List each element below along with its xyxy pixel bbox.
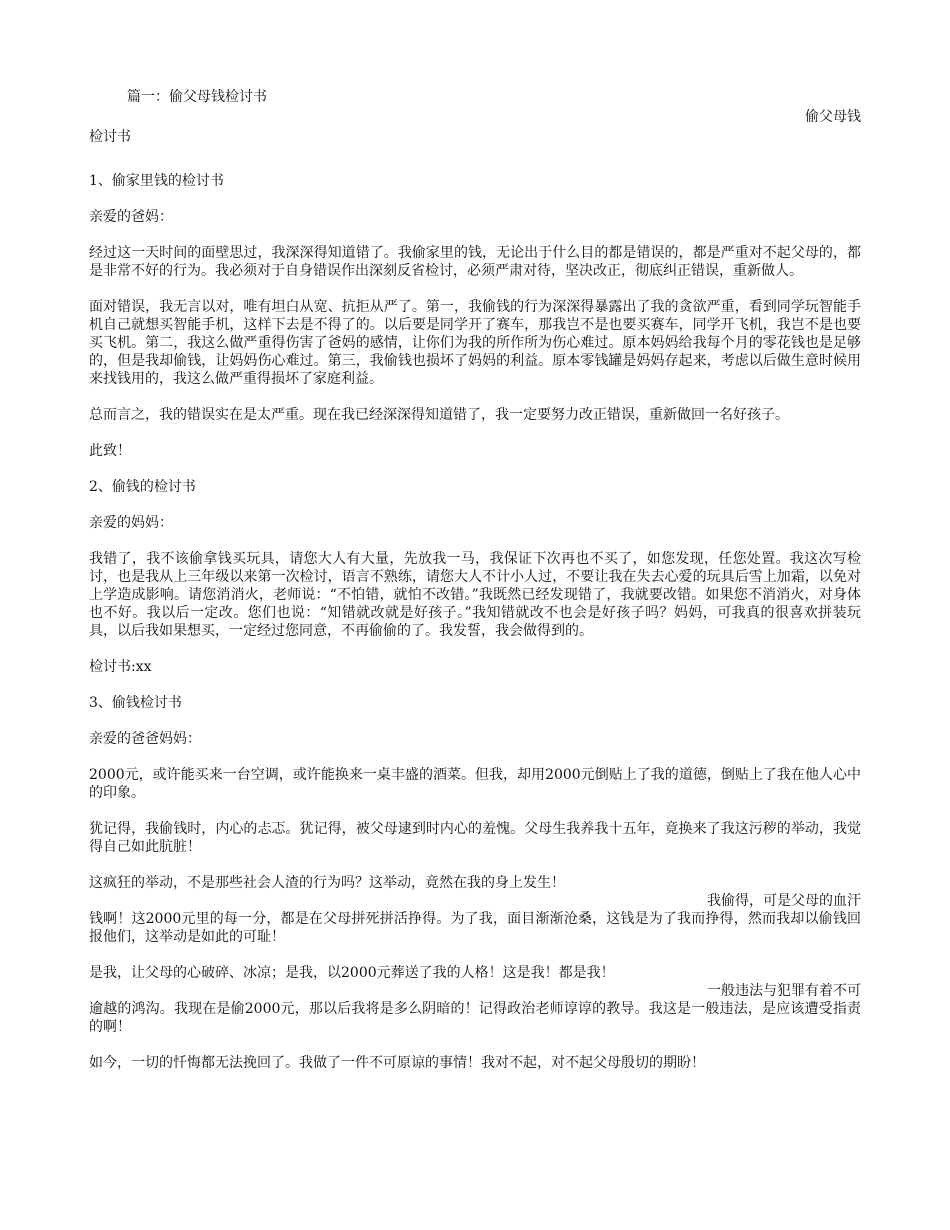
section-3-paragraph-7: 如今，一切的忏悔都无法挽回了。我做了一件不可原谅的事情！我对不起，对不起父母殷切的期盼！ [89, 1055, 705, 1071]
section-1-title: 1、偷家里钱的检讨书 [89, 173, 224, 189]
section-3-paragraph-6-right: 一般违法与犯罪有着不可 [707, 983, 861, 999]
section-3-paragraph-5: 是我，让父母的心破碎、冰凉；是我，以2000元葬送了我的人格！这是我！都是我！ [89, 965, 615, 981]
section-2-signature: 检讨书:xx [89, 659, 152, 675]
checkbook-line: 检讨书 [89, 129, 131, 145]
section-3-paragraph-1: 2000元，或许能买来一台空调，或许能换来一桌丰盛的酒菜。但我，却用2000元倒贴上了我的道德，倒贴上了我在他人心中的印象。 [89, 767, 861, 801]
section-1-paragraph-2: 面对错误，我无言以对，唯有坦白从宽、抗拒从严了。第一，我偷钱的行为深深得暴露出了我的贪欲严重，看到同学玩智能手机自己就想买智能手机，这样下去是不得了的。以后要是同学开了赛车，那我岂不是也要买赛车，同学开飞机，我岂不是也要买飞机。第二，我这么做严重得伤害了爸妈的感情，让你们为我的所作所为伤心难过。原本妈妈给我每个月的零花钱也是足够的，但是我却偷钱，让妈妈伤心难过。第三，我偷钱也损坏了妈妈的利益。原本零钱罐是妈妈存起来，考虑以后做生意时候用来找钱用的，我这么做严重得损坏了家庭利益。 [89, 299, 861, 387]
section-2-title: 2、偷钱的检讨书 [89, 479, 196, 495]
section-1-closing: 此致！ [89, 443, 131, 459]
section-3-greeting: 亲爱的爸爸妈妈： [89, 731, 201, 747]
section-3-paragraph-4-right: 我偷得，可是父母的血汗 [707, 893, 861, 909]
section-1-paragraph-3: 总而言之，我的错误实在是太严重。现在我已经深深得知道错了，我一定要努力改正错误，重新做回一名好孩子。 [89, 407, 789, 423]
section-1-paragraph-1: 经过这一天时间的面壁思过，我深深得知道错了。我偷家里的钱，无论出于什么目的都是错误的，都是严重对不起父母的，都是非常不好的行为。我必须对于自身错误作出深刻反省检讨，必须严肃对待，坚决改正，彻底纠正错误，重新做人。 [89, 245, 861, 279]
section-3-title: 3、偷钱检讨书 [89, 695, 182, 711]
section-3-paragraph-3: 这疯狂的举动，不是那些社会人渣的行为吗？这举动，竟然在我的身上发生！ [89, 875, 565, 891]
document-title: 篇一：偷父母钱检讨书 [127, 89, 267, 105]
section-3-paragraph-6: 逾越的鸿沟。我现在是偷2000元，那以后我将是多么阴暗的！记得政治老师谆谆的教导。我这是一般违法，是应该遭受指责的啊！ [89, 1001, 861, 1035]
section-3-paragraph-4: 钱啊！这2000元里的每一分，都是在父母拼死拼活挣得。为了我，面目渐渐沧桑，这钱是为了我而挣得，然而我却以偷钱回报他们，这举动是如此的可耻！ [89, 911, 861, 945]
right-aligned-heading: 偷父母钱 [805, 109, 861, 125]
section-2-greeting: 亲爱的妈妈： [89, 515, 173, 531]
section-3-paragraph-2: 犹记得，我偷钱时，内心的忐忑。犹记得，被父母逮到时内心的羞愧。父母生我养我十五年，竟换来了我这污秽的举动，我觉得自己如此肮脏！ [89, 821, 861, 855]
section-1-greeting: 亲爱的爸妈： [89, 209, 173, 225]
section-2-paragraph-1: 我错了，我不该偷拿钱买玩具，请您大人有大量，先放我一马，我保证下次再也不买了，如您发现，任您处置。我这次写检讨，也是我从上三年级以来第一次检讨，语言不熟练，请您大人不计小人过，不要让我在失去心爱的玩具后雪上加霜，以免对上学造成影响。请您消消火，老师说：“不怕错，就怕不改错。”我既然已经发现错了，我就要改错。如果您不消消火，对身体也不好。我以后一定改。您们也说：“知错就改就是好孩子。”我知错就改不也会是好孩子吗？妈妈，可我真的很喜欢拼装玩具，以后我如果想买，一定经过您同意，不再偷偷的了。我发誓，我会做得到的。 [89, 551, 861, 639]
document-page [89, 88, 861, 1072]
